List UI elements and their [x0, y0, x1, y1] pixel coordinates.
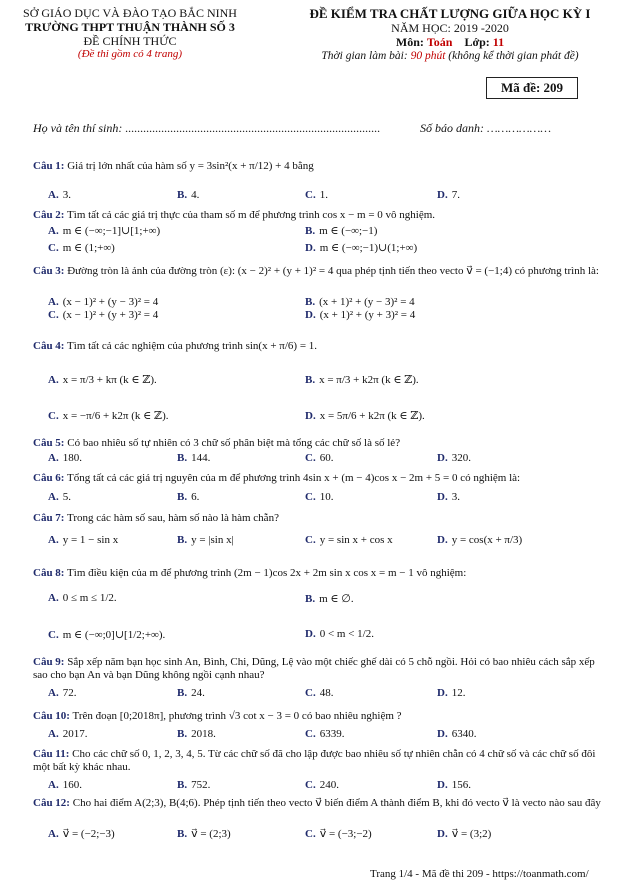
option-letter: C. [48, 629, 59, 641]
question-label: Câu 12: [33, 797, 70, 809]
answer-option-c [305, 827, 372, 840]
option-letter: B. [177, 779, 188, 791]
option-text: m ∈ (1;+∞) [62, 242, 115, 254]
school-year: NĂM HỌC: 2019 -2020 [391, 21, 509, 35]
answer-option-a [48, 373, 157, 386]
answer-option-c [305, 491, 333, 503]
option-text: 10. [319, 491, 334, 503]
answer-option-b [305, 224, 377, 237]
option-text: m ∈ ∅. [319, 593, 354, 605]
option-text: (x − 1)² + (y + 3)² = 4 [62, 309, 159, 321]
answer-option-d [305, 628, 374, 640]
option-text: 6339. [319, 728, 345, 740]
option-letter: A. [48, 828, 59, 840]
answer-option-c [305, 189, 328, 201]
option-letter: C. [305, 452, 316, 464]
option-letter: A. [48, 728, 59, 740]
option-letter: B. [177, 687, 188, 699]
option-text: (x + 1)² + (y + 3)² = 4 [319, 309, 416, 321]
question-text: Đường tròn là ảnh của đường tròn (ε): (x − 2)² + (y + 1)² = 4 qua phép tịnh tiến theo vecto v⃗ = (−1;4) có phương trình là: [67, 265, 599, 277]
answer-option-b [305, 296, 415, 308]
option-text: 1. [319, 189, 328, 201]
question-7 [33, 512, 603, 525]
option-text: x = π/3 + k2π (k ∈ ℤ). [319, 374, 419, 386]
answer-option-a [48, 592, 117, 604]
answer-option-b [177, 491, 199, 503]
option-letter: C. [48, 242, 59, 254]
page-count-note: (Đề thi gồm có 4 trang) [77, 48, 183, 60]
question-text: Trên đoạn [0;2018π], phương trình √3 cot x − 3 = 0 có bao nhiêu nghiệm ? [72, 710, 402, 722]
option-text: 240. [319, 779, 339, 791]
option-text: 180. [62, 452, 82, 464]
option-text: 320. [451, 452, 471, 464]
answer-option-d [437, 827, 491, 840]
question-8 [33, 567, 603, 580]
option-text: x = 5π/6 + k2π (k ∈ ℤ). [319, 410, 425, 422]
option-letter: A. [48, 534, 59, 546]
student-name-label: Họ và tên thí sinh: ..................................................................................... [33, 121, 381, 135]
option-text: 72. [62, 687, 77, 699]
answer-option-c [48, 309, 158, 321]
option-letter: C. [48, 410, 59, 422]
option-letter: B. [305, 296, 316, 308]
answer-option-b [177, 728, 216, 740]
option-letter: D. [437, 491, 448, 503]
option-letter: A. [48, 687, 59, 699]
option-letter: C. [305, 828, 316, 840]
option-letter: C. [305, 687, 316, 699]
option-text: v⃗ = (−2;−3) [62, 828, 115, 840]
answer-option-a [48, 296, 158, 308]
option-letter: B. [177, 189, 188, 201]
option-text: 4. [191, 189, 200, 201]
question-label: Câu 3: [33, 265, 65, 277]
option-letter: D. [305, 410, 316, 422]
answer-option-a [48, 189, 71, 201]
question-5 [33, 437, 603, 450]
option-text: y = |sin x| [191, 534, 234, 546]
answer-option-c [48, 628, 165, 641]
option-letter: D. [437, 687, 448, 699]
option-letter: D. [437, 828, 448, 840]
option-text: v⃗ = (2;3) [191, 828, 231, 840]
option-text: 2017. [62, 728, 88, 740]
question-text: Tìm tất cả các giá trị thực của tham số m để phương trình cos x − m = 0 vô nghiệm. [67, 209, 436, 221]
option-letter: D. [437, 452, 448, 464]
option-letter: C. [305, 534, 316, 546]
subject-value: Toán [426, 35, 453, 49]
answer-option-c [305, 452, 333, 464]
answer-option-c [305, 728, 344, 740]
question-label: Câu 11: [33, 748, 70, 760]
option-text: 160. [62, 779, 82, 791]
option-letter: C. [48, 309, 59, 321]
option-text: y = sin x + cos x [319, 534, 393, 546]
question-text: Cho các chữ số 0, 1, 2, 3, 4, 5. Từ các chữ số đã cho lập được bao nhiêu số tự nhiên chẵn có 4 chữ số và các chữ số đôi một bất kỳ khác nhau. [33, 748, 596, 773]
grade-label: Lớp: [464, 35, 490, 49]
option-letter: B. [177, 534, 188, 546]
option-text: (x + 1)² + (y − 3)² = 4 [319, 296, 415, 308]
option-text: y = 1 − sin x [62, 534, 119, 546]
answer-option-a [48, 491, 71, 503]
question-text: Trong các hàm số sau, hàm số nào là hàm chẵn? [67, 512, 279, 524]
option-letter: C. [305, 728, 316, 740]
answer-option-d [305, 241, 417, 254]
option-text: 156. [451, 779, 471, 791]
answer-option-c [305, 687, 333, 699]
option-letter: B. [177, 828, 188, 840]
option-letter: A. [48, 452, 59, 464]
option-letter: D. [437, 779, 448, 791]
time-value: 90 phút [410, 50, 446, 62]
option-text: 6. [191, 491, 200, 503]
answer-option-c [48, 409, 168, 422]
grade-value: 11 [492, 35, 505, 49]
option-text: m ∈ (−∞;−1)∪(1;+∞) [319, 242, 418, 254]
answer-option-a [48, 728, 87, 740]
question-3 [33, 265, 603, 278]
answer-option-a [48, 687, 76, 699]
option-text: x = π/3 + kπ (k ∈ ℤ). [62, 374, 157, 386]
answer-option-d [305, 309, 415, 321]
question-label: Câu 10: [33, 710, 70, 722]
answer-option-a [48, 534, 118, 546]
question-text: Cho hai điểm A(2;3), B(4;6). Phép tịnh tiến theo vecto v⃗ biến điểm A thành điểm B, khi đó vecto v⃗ là vecto nào sau đây [72, 797, 601, 809]
question-11 [33, 748, 603, 774]
question-6 [33, 472, 603, 485]
question-label: Câu 9: [33, 656, 65, 668]
question-2 [33, 209, 603, 222]
answer-option-b [177, 827, 231, 840]
option-text: m ∈ (−∞;−1) [319, 225, 378, 237]
option-text: 2018. [191, 728, 216, 740]
answer-option-d [305, 409, 425, 422]
question-label: Câu 1: [33, 160, 65, 172]
option-text: 3. [451, 491, 460, 503]
option-letter: A. [48, 296, 59, 308]
answer-option-b [177, 452, 210, 464]
option-letter: B. [177, 728, 188, 740]
question-text: Giá trị lớn nhất của hàm số y = 3sin²(x + π/12) + 4 bằng [67, 160, 314, 172]
question-12 [33, 797, 603, 810]
option-letter: A. [48, 225, 59, 237]
option-text: 48. [319, 687, 334, 699]
exam-code-box: Mã đề: 209 [486, 77, 578, 99]
answer-option-d [437, 779, 471, 791]
question-10 [33, 710, 603, 723]
answer-option-c [48, 241, 115, 254]
option-text: v⃗ = (3;2) [451, 828, 492, 840]
option-letter: D. [305, 628, 316, 640]
option-letter: D. [305, 309, 316, 321]
answer-option-a [48, 779, 82, 791]
option-letter: D. [305, 242, 316, 254]
option-text: 24. [191, 687, 205, 699]
answer-option-b [177, 189, 199, 201]
question-label: Câu 2: [33, 209, 65, 221]
option-letter: B. [305, 593, 316, 605]
answer-option-d [437, 189, 460, 201]
question-text: Tổng tất cả các giá trị nguyên của m để phương trình 4sin x + (m − 4)cos x − 2m + 5 = 0 có nghiệm là: [67, 472, 521, 484]
question-text: Tìm tất cả các nghiệm của phương trình sin(x + π/6) = 1. [67, 340, 318, 352]
answer-option-d [437, 491, 460, 503]
question-label: Câu 5: [33, 437, 65, 449]
question-1 [33, 160, 603, 173]
option-text: 0 ≤ m ≤ 1/2. [62, 592, 117, 604]
option-letter: C. [305, 189, 316, 201]
question-text: Sắp xếp năm bạn học sinh An, Bình, Chi, Dũng, Lệ vào một chiếc ghế dài có 5 chỗ ngồi. Hỏi có bao nhiêu cách sắp xếp sao cho bạn An và bạn Dũng không ngồi cạnh nhau? [33, 656, 595, 681]
option-letter: A. [48, 779, 59, 791]
option-text: v⃗ = (−3;−2) [319, 828, 372, 840]
option-text: 3. [62, 189, 71, 201]
option-text: 6340. [451, 728, 477, 740]
option-text: 5. [62, 491, 71, 503]
answer-option-d [437, 534, 522, 546]
option-letter: D. [437, 189, 448, 201]
answer-option-d [437, 687, 465, 699]
option-text: x = −π/6 + k2π (k ∈ ℤ). [62, 410, 169, 422]
student-id-label: Số báo danh: ……………… [420, 121, 552, 135]
question-4 [33, 340, 603, 353]
answer-option-b [305, 592, 354, 605]
option-letter: A. [48, 592, 59, 604]
school-name: TRƯỜNG THPT THUẬN THÀNH SỐ 3 [25, 20, 235, 34]
option-letter: B. [305, 374, 316, 386]
option-letter: C. [305, 779, 316, 791]
time-prefix: Thời gian làm bài: [321, 50, 408, 62]
option-letter: B. [177, 491, 188, 503]
option-letter: A. [48, 374, 59, 386]
option-letter: C. [305, 491, 316, 503]
question-label: Câu 8: [33, 567, 65, 579]
option-letter: D. [437, 534, 448, 546]
option-text: m ∈ (−∞;0]∪[1/2;+∞). [62, 629, 166, 641]
option-text: 144. [191, 452, 211, 464]
exam-title: ĐỀ KIỂM TRA CHẤT LƯỢNG GIỮA HỌC KỲ I [309, 6, 591, 21]
question-text: Có bao nhiêu số tự nhiên có 3 chữ số phân biệt mà tổng các chữ số là số lẻ? [67, 437, 401, 449]
answer-option-b [305, 373, 419, 386]
answer-option-b [177, 779, 210, 791]
official-label: ĐỀ CHÍNH THỨC [83, 34, 177, 48]
answer-option-b [177, 534, 234, 546]
answer-option-a [48, 224, 160, 237]
time-suffix: (không kể thời gian phát đề) [448, 50, 579, 62]
subject-label: Môn: [395, 35, 424, 49]
question-label: Câu 4: [33, 340, 65, 352]
option-text: 7. [451, 189, 460, 201]
question-9 [33, 656, 603, 682]
option-text: 752. [191, 779, 211, 791]
option-letter: A. [48, 491, 59, 503]
time-line [270, 50, 629, 62]
option-text: 0 < m < 1/2. [319, 628, 374, 640]
answer-option-c [305, 534, 393, 546]
subject-line [270, 35, 629, 50]
answer-option-d [437, 452, 471, 464]
option-text: 60. [319, 452, 334, 464]
option-letter: D. [437, 728, 448, 740]
answer-option-d [437, 728, 476, 740]
option-letter: B. [305, 225, 316, 237]
option-text: y = cos(x + π/3) [451, 534, 523, 546]
option-text: m ∈ (−∞;−1]∪[1;+∞) [62, 225, 161, 237]
answer-option-c [305, 779, 339, 791]
question-label: Câu 7: [33, 512, 65, 524]
department-name: SỞ GIÁO DỤC VÀ ĐÀO TẠO BẮC NINH [23, 6, 237, 20]
answer-option-a [48, 452, 82, 464]
question-text: Tìm điều kiện của m để phương trình (2m − 1)cos 2x + 2m sin x cos x = m − 1 vô nghiệm: [67, 567, 467, 579]
option-letter: A. [48, 189, 59, 201]
option-letter: B. [177, 452, 188, 464]
question-label: Câu 6: [33, 472, 65, 484]
page-footer: Trang 1/4 - Mã đề thi 209 - https://toanmath.com/ [370, 868, 589, 880]
answer-option-a [48, 827, 115, 840]
option-text: (x − 1)² + (y − 3)² = 4 [62, 296, 159, 308]
answer-option-b [177, 687, 205, 699]
option-text: 12. [451, 687, 466, 699]
